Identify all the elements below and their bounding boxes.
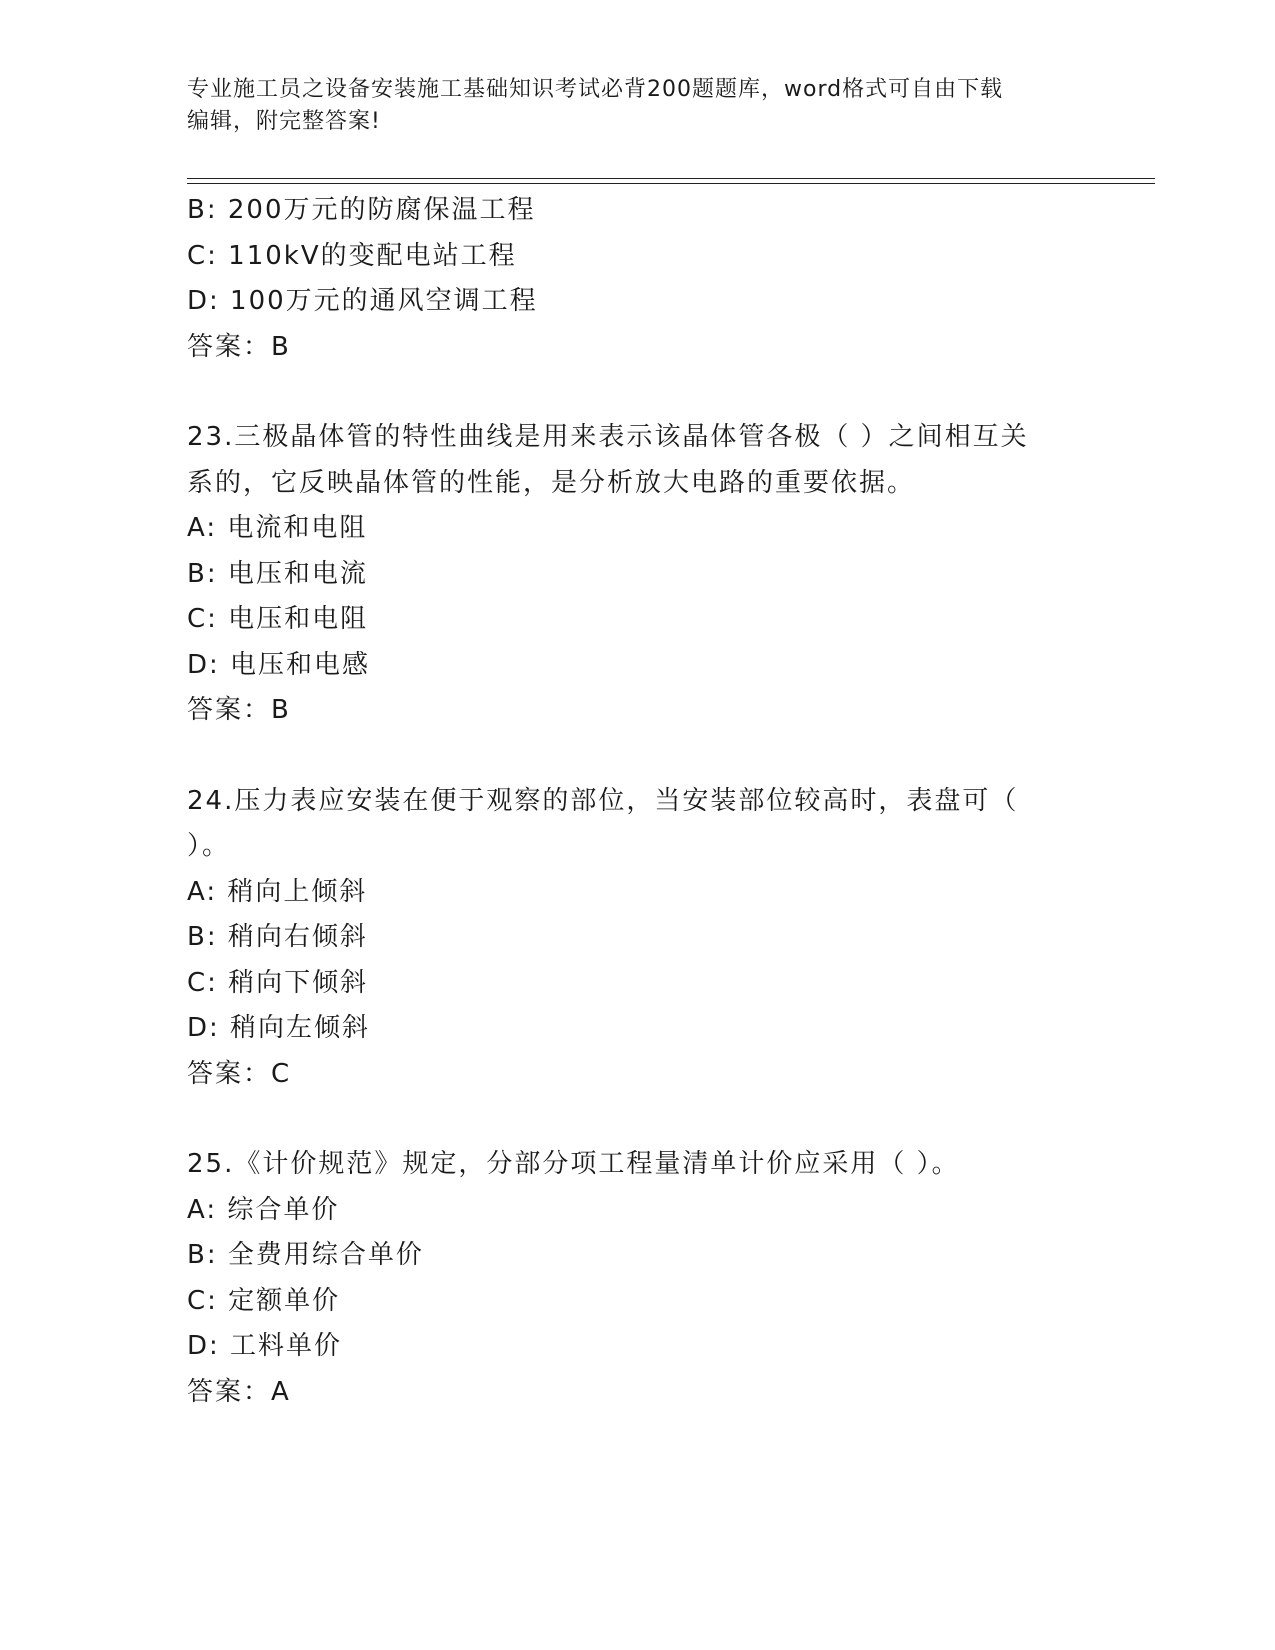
question-23 [187,415,1087,734]
question-22-tail [187,188,1087,370]
document-header [187,74,1087,138]
option-a: A: 稍向上倾斜 [187,876,368,907]
question-text-line-2: 系的，它反映晶体管的性能，是分析放大电路的重要依据。 [187,467,916,498]
option-a: A: 综合单价 [187,1194,340,1225]
option-c: C: 110kV的变配电站工程 [187,240,517,271]
question-25 [187,1142,1087,1415]
question-24 [187,779,1087,1098]
answer-line: 答案：C [187,1058,292,1089]
option-b: B: 电压和电流 [187,558,368,589]
question-text-line-1: 23.三极晶体管的特性曲线是用来表示该晶体管各极（ ）之间相互关 [187,422,1029,452]
question-spacer [187,1097,1087,1142]
option-d: D: 100万元的通风空调工程 [187,286,538,316]
header-line-2: 编辑，附完整答案! [187,109,381,134]
option-d: D: 稍向左倾斜 [187,1013,371,1043]
answer-line: 答案：A [187,1376,291,1407]
option-d: D: 工料单价 [187,1331,343,1361]
header-divider-top [187,178,1155,179]
question-spacer [187,734,1087,779]
answer-line: 答案：B [187,331,291,362]
option-c: C: 电压和电阻 [187,604,369,634]
option-b: B: 稍向右倾斜 [187,922,368,952]
option-d: D: 电压和电感 [187,649,371,680]
option-b: B: 全费用综合单价 [187,1240,424,1270]
header-divider-bottom [187,183,1155,184]
option-c: C: 稍向下倾斜 [187,967,369,998]
question-list [187,188,1087,1415]
option-c: C: 定额单价 [187,1285,341,1316]
question-text-line-1: 25.《计价规范》规定，分部分项工程量清单计价应采用（ ）。 [187,1149,960,1179]
option-a: A: 电流和电阻 [187,513,368,543]
question-spacer [187,370,1087,415]
answer-line: 答案：B [187,695,291,725]
option-b: B: 200万元的防腐保温工程 [187,195,536,225]
question-text-line-1: 24.压力表应安装在便于观察的部位，当安装部位较高时，表盘可（ [187,785,1019,816]
header-line-1: 专业施工员之设备安装施工基础知识考试必背200题题库，word格式可自由下载 [187,77,1004,102]
question-text-line-2: ）。 [187,831,231,861]
